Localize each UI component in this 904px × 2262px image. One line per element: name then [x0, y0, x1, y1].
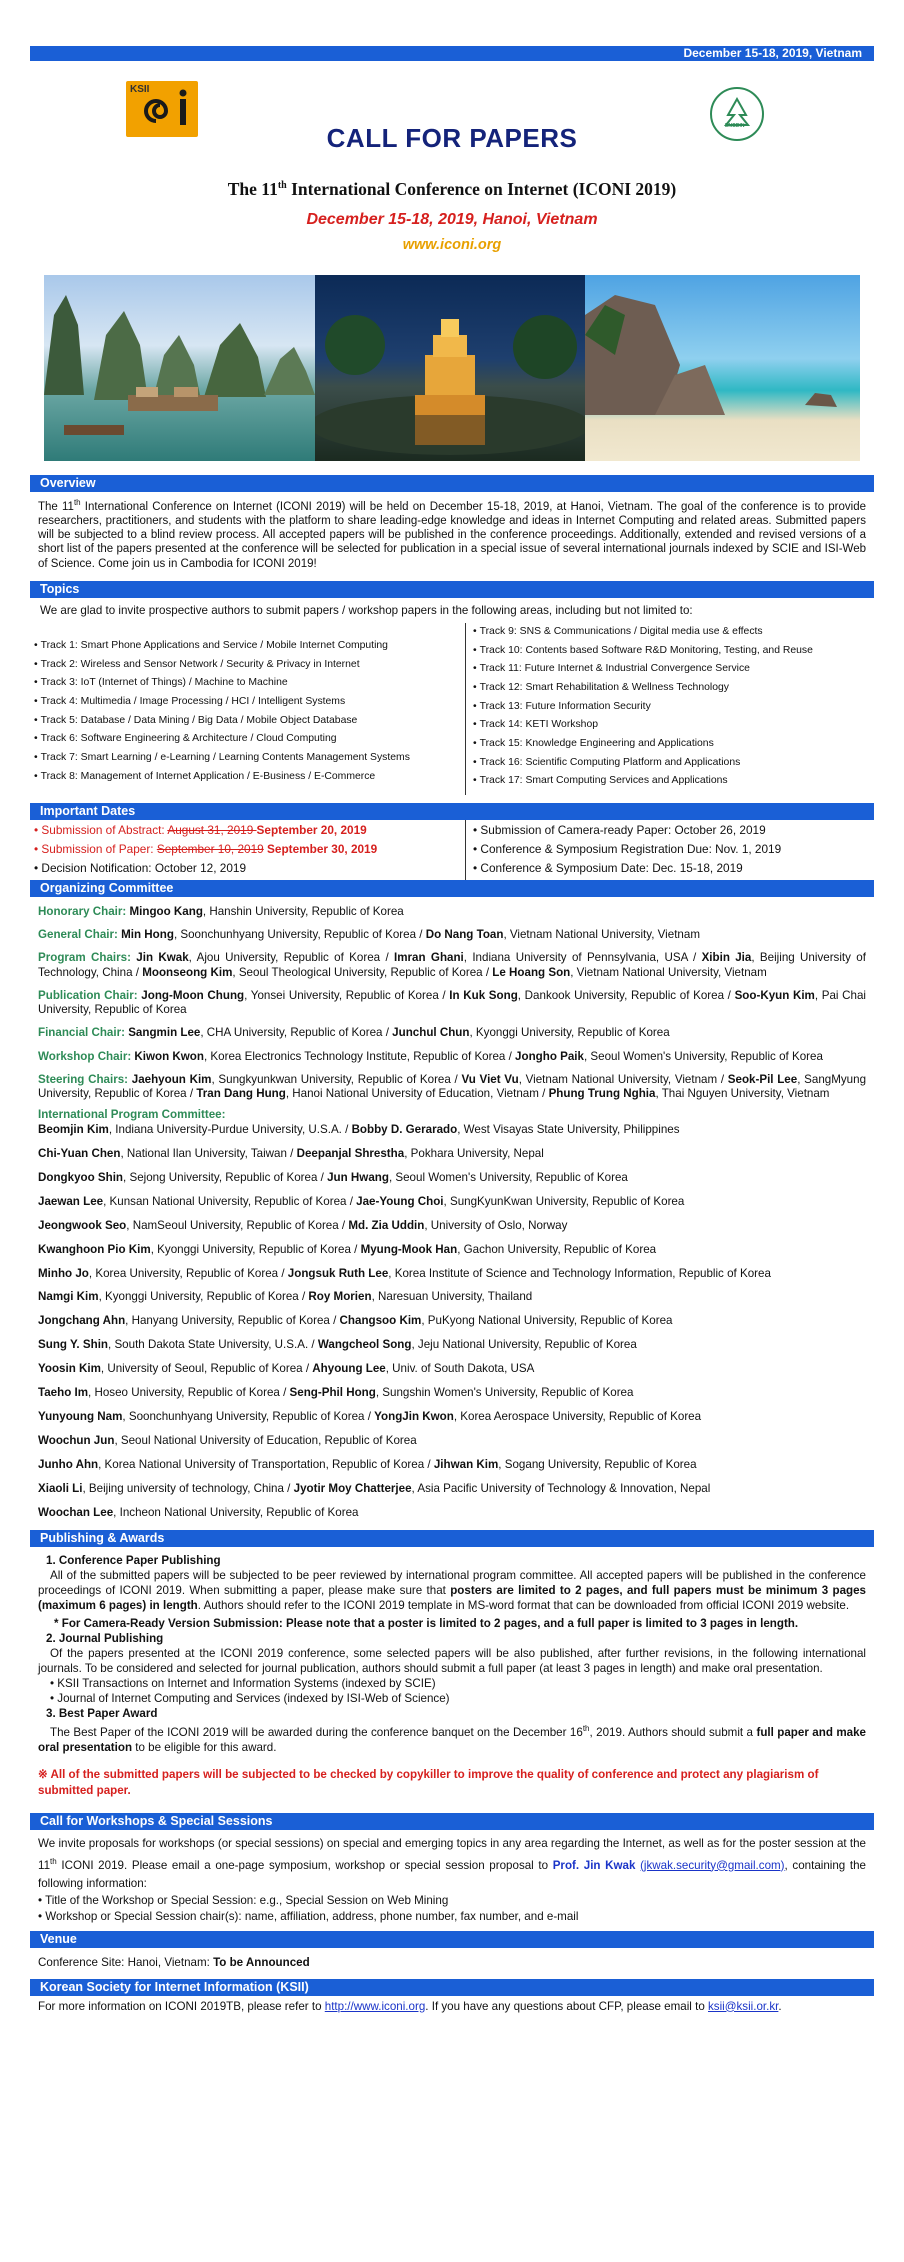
publication-chair-label: Publication Chair:: [38, 988, 142, 1002]
member-name: Do Nang Toan: [425, 927, 504, 941]
beach-photo: [585, 275, 860, 461]
member-affiliation: , Seoul Theological University, Republic of Korea /: [232, 965, 493, 979]
member-affiliation: , Hanyang University, Republic of Korea /: [125, 1314, 340, 1328]
member-name: Deepanjal Shrestha: [296, 1146, 405, 1160]
member-affiliation: , Seoul National University of Education, Republic of Korea: [114, 1434, 417, 1448]
program-chair-label: Program Chairs:: [38, 951, 137, 965]
track-item: • Track 15: Knowledge Engineering and Applications: [473, 735, 813, 754]
date-symposium: • Conference & Symposium Date: Dec. 15-18, 2019: [473, 860, 743, 875]
pub-h3: 3. Best Paper Award: [46, 1706, 158, 1720]
ksii-logo-text: KSII: [130, 84, 150, 95]
track-item: • Track 7: Smart Learning / e-Learning / Learning Contents Management Systems: [34, 749, 410, 768]
ipc-row: [38, 1410, 866, 1425]
iconi-website-link[interactable]: http://www.iconi.org: [324, 1999, 426, 2013]
committee-heading: Organizing Committee: [30, 880, 874, 897]
member-affiliation: , Kyonggi University, Republic of Korea: [469, 1026, 670, 1040]
member-name: Woochan Lee: [38, 1505, 114, 1519]
member-name: Le Hoang Son: [492, 965, 571, 979]
ksii-heading: Korean Society for Internet Information (KSII): [30, 1979, 874, 1996]
ipc-row: [38, 1434, 866, 1449]
ipc-row: [38, 1195, 866, 1210]
pub-h1: 1. Conference Paper Publishing: [46, 1553, 221, 1567]
member-name: Sung Y. Shin: [38, 1338, 108, 1352]
member-name: Jaewan Lee: [38, 1194, 104, 1208]
tracks-divider: [465, 623, 466, 795]
engdin-logo-text: ENGDIN: [725, 123, 745, 129]
bay-photo: [44, 275, 315, 461]
member-name: YongJin Kwon: [374, 1410, 454, 1424]
ipc-row: [38, 1171, 866, 1186]
track-item: • Track 17: Smart Computing Services and Applications: [473, 772, 813, 791]
program-chair-row: [38, 951, 866, 980]
date-notification: • Decision Notification: October 12, 2019: [34, 860, 247, 875]
workshop-chair-row: [38, 1050, 866, 1065]
track-item: • Track 5: Database / Data Mining / Big Data / Mobile Object Database: [34, 712, 410, 731]
member-name: Sangmin Lee: [128, 1026, 201, 1040]
track-item: • Track 8: Management of Internet Application / E-Business / E-Commerce: [34, 768, 410, 787]
contact-name: Prof. Jin Kwak: [552, 1858, 636, 1872]
track-item: • Track 13: Future Information Security: [473, 698, 813, 717]
member-affiliation: , Seoul Women's University, Republic of Korea: [583, 1049, 823, 1063]
member-name: Woochun Jun: [38, 1434, 115, 1448]
ipc-row: [38, 1458, 866, 1473]
member-name: Tran Dang Hung: [196, 1087, 286, 1101]
member-name: Changsoo Kim: [339, 1314, 422, 1328]
member-affiliation: , Korea National University of Transportation, Republic of Korea /: [98, 1458, 434, 1471]
pub-h2: 2. Journal Publishing: [46, 1631, 164, 1645]
member-name: Chi-Yuan Chen: [38, 1146, 121, 1160]
dates-place: December 15-18, 2019, Hanoi, Vietnam: [306, 211, 598, 228]
temple-photo: [315, 275, 585, 461]
pub-note: * For Camera-Ready Version Submission: Please note that a poster is limited to 2 pages, and a full paper is limited to 3 pages in length.: [54, 1616, 799, 1630]
member-affiliation: , Jeju National University, Republic of Korea: [411, 1338, 637, 1352]
member-name: Beomjin Kim: [38, 1122, 109, 1136]
member-affiliation: , SungKyunKwan University, Republic of Korea: [443, 1194, 685, 1208]
general-chair-row: [38, 928, 866, 943]
member-affiliation: , University of Seoul, Republic of Korea /: [100, 1362, 313, 1376]
member-affiliation: , Vietnam National University, Vietnam /: [518, 1072, 728, 1086]
member-affiliation: , Soonchunhyang University, Republic of Korea /: [122, 1410, 375, 1424]
topics-heading: Topics: [30, 581, 874, 598]
member-name: Jin Kwak: [136, 951, 189, 965]
financial-chair-label: Financial Chair:: [38, 1026, 129, 1040]
overview-heading: Overview: [30, 475, 874, 492]
member-affiliation: , Korea Institute of Science and Technology Information, Republic of Korea: [388, 1266, 771, 1280]
track-item: • Track 1: Smart Phone Applications and Service / Mobile Internet Computing: [34, 637, 410, 656]
workshop-chair-label: Workshop Chair:: [38, 1049, 135, 1063]
member-name: Junho Ahn: [38, 1458, 99, 1471]
conference-name: The 11th International Conference on Internet (ICONI 2019): [227, 179, 677, 199]
dates-left: [34, 821, 377, 878]
date-camera: • Submission of Camera-ready Paper: October 26, 2019: [473, 822, 766, 837]
granite-rocks: [585, 275, 860, 461]
ipc-row: [38, 1147, 866, 1162]
venue-text: Conference Site: Hanoi, Vietnam: To be Announced: [38, 1955, 310, 1969]
track-item: • Track 3: IoT (Internet of Things) / Machine to Machine: [34, 674, 410, 693]
member-name: Jaehyoun Kim: [131, 1072, 212, 1086]
track-item: • Track 2: Wireless and Sensor Network / Security & Privacy in Internet: [34, 656, 410, 675]
member-name: Bobby D. Gerarado: [351, 1122, 458, 1136]
member-name: Yunyoung Nam: [38, 1410, 123, 1424]
ipc-row: [38, 1362, 866, 1377]
member-affiliation: , Kyonggi University, Republic of Korea /: [150, 1242, 361, 1256]
member-name: Jong-Moon Chung: [141, 988, 245, 1002]
page-title: CALL FOR PAPERS: [326, 123, 578, 153]
member-affiliation: , Sungshin Women's University, Republic of Korea: [375, 1386, 634, 1400]
pub-p2: Of the papers presented at the ICONI 2019 conference, some selected papers will be also published, after further revisions, in the following international journals. To be considered and selected for journal publication, authors should submit a full paper (at least 3 pages in length) and make oral presentation.: [38, 1646, 866, 1675]
member-affiliation: , NamSeoul University, Republic of Korea /: [126, 1218, 349, 1232]
ipc-row: [38, 1123, 866, 1138]
publishing-body: [30, 1547, 874, 1799]
member-affiliation: , Indiana University of Pennsylvania, USA /: [463, 951, 702, 965]
date-paper: • Submission of Paper: September 10, 2019 September 30, 2019: [34, 841, 378, 856]
member-name: Jun Hwang: [327, 1170, 389, 1184]
dates-divider: [465, 820, 466, 880]
member-affiliation: , Dankook University, Republic of Korea /: [517, 988, 735, 1002]
pub-p3: The Best Paper of the ICONI 2019 will be awarded during the conference banquet on the December 16th, 2019. Authors should submit a full paper and make oral presentation to be eligible for this award.: [38, 1723, 866, 1754]
pub-journal-1: • KSII Transactions on Internet and Information Systems (indexed by SCIE): [50, 1676, 436, 1690]
pub-p1: All of the submitted papers will be subjected to be peer reviewed by international program committee. All accepted papers will be published in the conference proceedings of ICONI 2019. When submitting a paper, please make sure that posters are limited to 2 pages, and full papers must be minimum 3 pages (maximum 6 pages) in length. Authors should refer to the ICONI 2019 template in MS-word format that can be downloaded from official ICONI 2019 website.: [38, 1568, 866, 1612]
member-name: Yoosin Kim: [38, 1362, 101, 1376]
member-affiliation: , University of Oslo, Norway: [424, 1218, 568, 1232]
member-name: Md. Zia Uddin: [348, 1218, 425, 1232]
member-affiliation: , Sungkyunkwan University, Republic of Korea /: [211, 1072, 462, 1086]
committee-body: [30, 897, 874, 1521]
photo-banner: [30, 275, 874, 461]
honorary-chair-row: [38, 905, 866, 920]
ipc-row: [38, 1482, 866, 1497]
track-item: • Track 11: Future Internet & Industrial Convergence Service: [473, 660, 813, 679]
member-affiliation: , SangMyung University, Republic of Korea /: [38, 1072, 867, 1101]
member-affiliation: , Thai Nguyen University, Vietnam: [655, 1087, 830, 1101]
date-registration: • Conference & Symposium Registration Due: Nov. 1, 2019: [473, 841, 782, 856]
steering-chair-row: [38, 1073, 866, 1102]
member-affiliation: , Pai Chai University, Republic of Korea: [38, 988, 867, 1017]
track-item: • Track 12: Smart Rehabilitation & Wellness Technology: [473, 679, 813, 698]
member-name: Minho Jo: [38, 1266, 89, 1280]
member-affiliation: , Vietnam National University, Vietnam: [503, 927, 700, 941]
member-affiliation: , PuKyong National University, Republic of Korea: [421, 1314, 673, 1328]
member-affiliation: , Hanshin University, Republic of Korea: [202, 904, 404, 918]
tracks-table: [30, 623, 874, 795]
workshop-bullet-2: • Workshop or Special Session chair(s): name, affiliation, address, phone number, fax number, and e-mail: [38, 1909, 579, 1923]
member-name: Kiwon Kwon: [134, 1049, 204, 1063]
member-name: In Kuk Song: [449, 988, 518, 1002]
honorary-chair-label: Honorary Chair:: [38, 904, 130, 918]
track-item: • Track 6: Software Engineering & Architecture / Cloud Computing: [34, 730, 410, 749]
karst-islands: [44, 275, 315, 461]
track-item: • Track 9: SNS & Communications / Digital media use & effects: [473, 623, 813, 642]
member-affiliation: , Hoseo University, Republic of Korea /: [88, 1386, 290, 1400]
ksii-text: For more information on ICONI 2019TB, please refer to http://www.iconi.org. If you have any questions about CFP, please email to ksii@ksii.or.kr.: [38, 1999, 782, 2013]
topics-intro: We are glad to invite prospective authors to submit papers / workshop papers in the following areas, including but not limited to:: [40, 603, 693, 617]
member-affiliation: , West Visayas State University, Philippines: [457, 1122, 680, 1136]
dates-right: [473, 821, 781, 878]
dates-table: [30, 820, 874, 880]
member-name: Phung Trung Nghia: [548, 1087, 656, 1101]
member-name: Jyotir Moy Chatterjee: [293, 1481, 412, 1495]
publishing-heading: Publishing & Awards: [30, 1530, 874, 1547]
member-affiliation: , Kunsan National University, Republic of Korea /: [103, 1194, 357, 1208]
ipc-row: [38, 1386, 866, 1401]
overview-text: The 11th International Conference on Internet (ICONI 2019) will be held on December 15-18, 2019, at Hanoi, Vietnam. The goal of the conference is to provide researchers, practitioners, and students with the platform to share leading-edge knowledge and ideas in Internet Computing and related areas. Submitted papers will be subjected to a blind review process. All accepted papers will be published in the conference proceedings. Additionally, extended and revised versions of a short list of the papers presented at the conference will be selected for publication in a special issue of several international journals indexed by SCIE and ISI-Web of Science. Come join us in Cambodia for ICONI 2019!: [38, 498, 866, 570]
member-affiliation: , Korea Aerospace University, Republic of Korea: [453, 1410, 702, 1424]
member-name: Soo-Kyun Kim: [734, 988, 815, 1002]
member-name: Vu Viet Vu: [461, 1072, 519, 1086]
ipc-row: [38, 1219, 866, 1234]
member-name: Taeho Im: [38, 1386, 89, 1400]
member-name: Kwanghoon Pio Kim: [38, 1242, 151, 1256]
ipc-row: [38, 1290, 866, 1305]
member-name: Jae-Young Choi: [356, 1194, 444, 1208]
member-affiliation: , Sogang University, Republic of Korea: [498, 1458, 697, 1471]
member-affiliation: , Sejong University, Republic of Korea /: [123, 1170, 328, 1184]
member-affiliation: , National Ilan University, Taiwan /: [120, 1146, 297, 1160]
track-item: • Track 16: Scientific Computing Platform and Applications: [473, 754, 813, 773]
member-affiliation: , Asia Pacific University of Technology & Innovation, Nepal: [411, 1481, 711, 1495]
member-affiliation: , South Dakota State University, U.S.A. /: [108, 1338, 318, 1352]
dates-heading: Important Dates: [30, 803, 874, 820]
member-name: Seok-Pil Lee: [727, 1072, 798, 1086]
plagiarism-warning: ※ All of the submitted papers will be subjected to be checked by copykiller to improve the quality of conference and protect any plagiarism of submitted paper.: [38, 1767, 819, 1797]
member-name: Dongkyoo Shin: [38, 1170, 124, 1184]
member-name: Wangcheol Song: [317, 1338, 412, 1352]
workshops-heading: Call for Workshops & Special Sessions: [30, 1813, 874, 1830]
member-affiliation: , Vietnam National University, Vietnam: [570, 965, 767, 979]
member-affiliation: , Indiana University-Purdue University, U.S.A. /: [108, 1122, 352, 1136]
member-name: Xiaoli Li: [38, 1481, 83, 1495]
member-name: Xibin Jia: [701, 951, 752, 965]
member-affiliation: , Korea Electronics Technology Institute, Republic of Korea /: [203, 1049, 516, 1063]
member-name: Min Hong: [121, 927, 174, 941]
ipc-row: [38, 1338, 866, 1353]
member-name: Ahyoung Lee: [312, 1362, 386, 1376]
tracks-left-column: [34, 637, 410, 787]
ipc-row: [38, 1243, 866, 1258]
workshops-text: We invite proposals for workshops (or special sessions) on special and emerging topics in any area regarding the Internet, as well as for the poster session at the 11th ICONI 2019. Please email a one-page symposium, workshop or special session proposal to Prof. Jin Kwak (jkwak.security@gmail.com), containing the following information:: [38, 1836, 867, 1890]
track-item: • Track 14: KETI Workshop: [473, 716, 813, 735]
member-name: Jongchang Ahn: [38, 1314, 126, 1328]
date-banner: December 15-18, 2019, Vietnam: [30, 46, 874, 61]
ipc-label: International Program Committee:: [38, 1108, 226, 1122]
member-name: Jeongwook Seo: [38, 1218, 127, 1232]
member-affiliation: , Univ. of South Dakota, USA: [385, 1362, 535, 1376]
member-name: Junchul Chun: [392, 1026, 470, 1040]
financial-chair-row: [38, 1026, 866, 1041]
member-name: Jongho Paik: [515, 1049, 584, 1063]
date-abstract: • Submission of Abstract: August 31, 2019 September 20, 2019: [34, 822, 367, 837]
member-affiliation: , Ajou University, Republic of Korea /: [188, 951, 395, 965]
ipc-row: [38, 1506, 866, 1521]
member-affiliation: , Hanoi National University of Education, Vietnam /: [285, 1087, 549, 1101]
member-affiliation: , Soonchunhyang University, Republic of Korea /: [173, 927, 426, 941]
member-affiliation: , Gachon University, Republic of Korea: [457, 1242, 657, 1256]
header: [30, 61, 874, 275]
member-name: Mingoo Kang: [129, 904, 203, 918]
pub-journal-2: • Journal of Internet Computing and Services (indexed by ISI-Web of Science): [50, 1691, 450, 1705]
track-item: • Track 4: Multimedia / Image Processing / HCI / Intelligent Systems: [34, 693, 410, 712]
member-affiliation: , Beijing university of technology, China /: [82, 1481, 294, 1495]
publication-chair-row: [38, 989, 866, 1018]
ksii-email-link[interactable]: ksii@ksii.or.kr: [708, 1999, 779, 2013]
tracks-right-column: [473, 623, 813, 791]
member-affiliation: , Korea University, Republic of Korea /: [88, 1266, 288, 1280]
member-name: Jongsuk Ruth Lee: [287, 1266, 389, 1280]
member-affiliation: , Pokhara University, Nepal: [404, 1146, 544, 1160]
turtle-tower: [315, 275, 585, 461]
ipc-row: [38, 1314, 866, 1329]
member-name: Namgi Kim: [38, 1290, 99, 1304]
track-item: • Track 10: Contents based Software R&D Monitoring, Testing, and Reuse: [473, 642, 813, 661]
workshops-body: [30, 1830, 874, 1925]
member-name: Imran Ghani: [394, 951, 464, 965]
venue-heading: Venue: [30, 1931, 874, 1948]
member-affiliation: , Beijing University of Technology, China /: [38, 951, 866, 979]
member-name: Roy Morien: [308, 1290, 372, 1304]
member-affiliation: , CHA University, Republic of Korea /: [200, 1026, 393, 1040]
ipc-row: [38, 1267, 866, 1282]
steering-chair-label: Steering Chairs:: [38, 1072, 132, 1086]
workshop-bullet-1: • Title of the Workshop or Special Session: e.g., Special Session on Web Mining: [38, 1893, 449, 1907]
member-affiliation: , Seoul Women's University, Republic of Korea: [388, 1170, 628, 1184]
member-affiliation: , Incheon National University, Republic of Korea: [113, 1505, 359, 1519]
website[interactable]: www.iconi.org: [402, 237, 502, 253]
contact-email-link[interactable]: (jkwak.security@gmail.com): [640, 1858, 785, 1872]
cfp-document: [30, 46, 874, 2013]
member-affiliation: , Kyonggi University, Republic of Korea /: [98, 1290, 309, 1304]
member-name: Myung-Mook Han: [360, 1242, 458, 1256]
member-name: Moonseong Kim: [142, 965, 233, 979]
member-name: Seng-Phil Hong: [289, 1386, 376, 1400]
member-name: Jihwan Kim: [433, 1458, 499, 1471]
member-affiliation: , Naresuan University, Thailand: [371, 1290, 533, 1304]
member-affiliation: , Yonsei University, Republic of Korea /: [244, 988, 450, 1002]
general-chair-label: General Chair:: [38, 927, 122, 941]
